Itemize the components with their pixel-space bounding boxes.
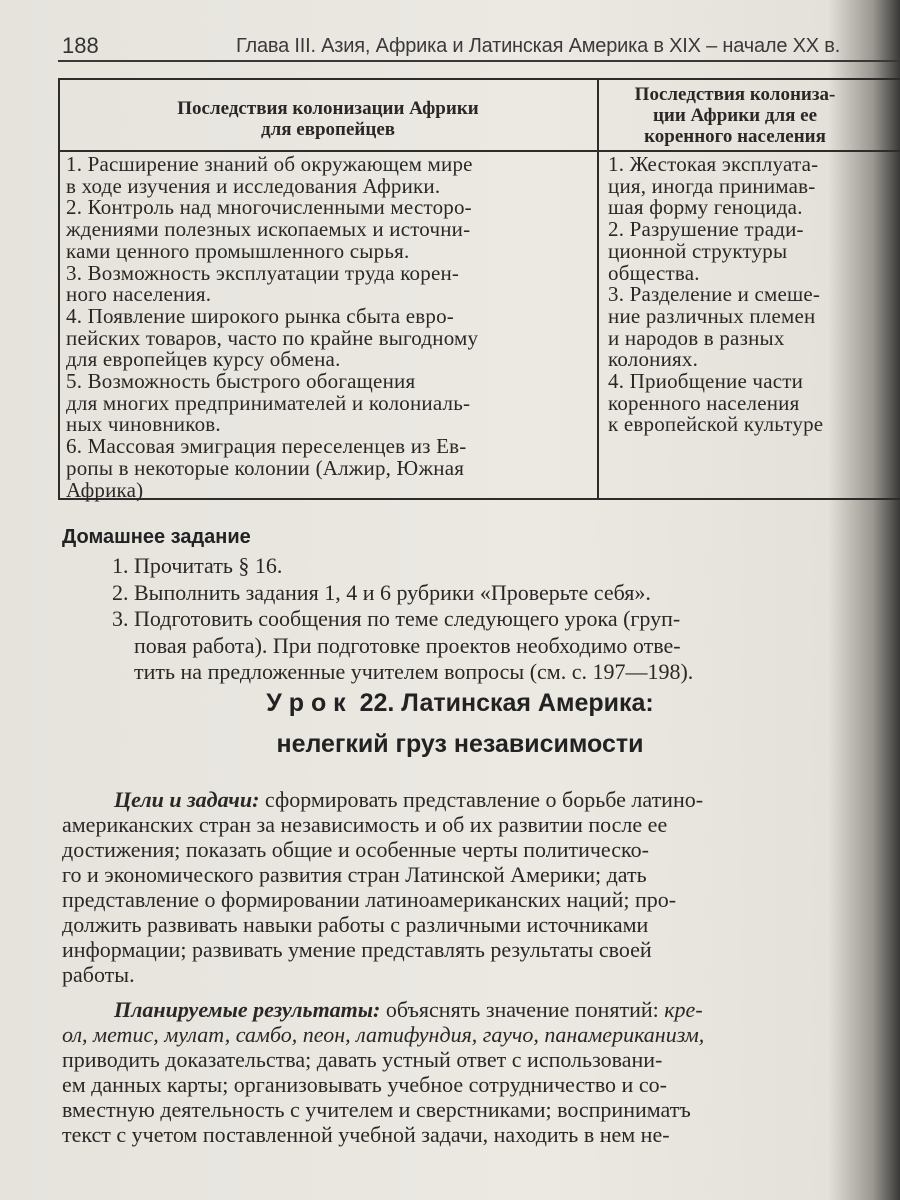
header-line: Последствия колонизации Африки xyxy=(177,98,479,119)
text-line: го и экономического развития стран Латинской Америки; дать xyxy=(62,862,647,887)
text-line: 3. Разделение и смеше- xyxy=(608,282,821,307)
page-number: 188 xyxy=(62,33,99,58)
text-line: работы. xyxy=(62,962,135,987)
text-line: ропы в некоторые колонии (Алжир, Южная xyxy=(66,455,465,480)
text-line: и народов в разных xyxy=(608,325,785,350)
goals-paragraph xyxy=(62,787,703,987)
text-line: в ходе изучения и исследования Африки. xyxy=(66,173,441,198)
text-line: Африка) xyxy=(66,477,144,502)
results-label: Планируемые результаты: xyxy=(114,997,381,1022)
text-line: ционной структуры xyxy=(608,238,788,263)
results-term: кре- xyxy=(664,997,703,1022)
text-line: достижения; показать общие и особенные черты политическо- xyxy=(62,837,649,862)
header-rule xyxy=(58,60,900,62)
text-line: ние различных племен xyxy=(608,303,816,328)
text-line: шая форму геноцида. xyxy=(608,195,803,220)
text-line: ем данных карты; организовывать учебное сотрудничество и со- xyxy=(62,1072,667,1097)
text-line: приводить доказательства; давать устный ответ с использовани- xyxy=(62,1047,663,1072)
text-line: для многих предпринимателей и колониаль- xyxy=(66,390,471,415)
table-column-divider xyxy=(597,78,599,500)
goals-label: Цели и задачи: xyxy=(114,787,260,812)
text-line: информации; развивать умение представлять результаты своей xyxy=(62,937,652,962)
header-line: коренного населения xyxy=(644,126,826,147)
text-line: колониях. xyxy=(608,347,699,372)
header-line: для европейцев xyxy=(260,119,396,140)
text-line: 1. Жестокая эксплуата- xyxy=(608,152,819,176)
text-line: 2. Разрушение тради- xyxy=(608,217,804,242)
text-line: 5. Возможность быстрого обогащения xyxy=(66,369,416,394)
text-line: представление о формировании латиноамериканских наций; про- xyxy=(62,887,677,912)
text-line: повая работа). При подготовке проектов необходимо отве- xyxy=(112,632,681,658)
table-header-europeans xyxy=(60,98,596,140)
text-line: ных чиновников. xyxy=(66,412,221,437)
text-line: коренного населения xyxy=(608,390,800,415)
text-line: 4. Приобщение части xyxy=(608,369,804,394)
text-line: 1. Расширение знаний об окружающем мире xyxy=(66,152,473,176)
text-line: ного населения. xyxy=(66,282,212,307)
table-cell-natives xyxy=(608,154,823,436)
text-line: 2. Контроль над многочисленными месторо- xyxy=(66,195,472,220)
goals-text: сформировать представление о борьбе латино- xyxy=(259,787,704,812)
text-line: 1. Прочитать § 16. xyxy=(112,553,283,578)
lesson-title-line1: У р о к 22. Латинская Америка: xyxy=(266,689,654,717)
text-line: ция, иногда принимав- xyxy=(608,173,816,198)
header-line: ции Африки для ее xyxy=(652,105,818,126)
text-line: для европейцев курсу обмена. xyxy=(66,347,341,372)
text-line: текст с учетом поставленной учебной задачи, находить в нем не- xyxy=(62,1122,670,1147)
text-line: общества. xyxy=(608,260,700,285)
homework-title: Домашнее задание xyxy=(62,526,251,548)
lesson-title-line2: нелегкий груз независимости xyxy=(276,730,644,758)
text-line: 2. Выполнить задания 1, 4 и 6 рубрики «Проверьте себя». xyxy=(112,579,651,605)
header-line: Последствия колониза- xyxy=(634,84,836,105)
results-paragraph xyxy=(62,997,704,1147)
text-line: пейских товаров, часто по крайне выгодному xyxy=(66,325,479,350)
results-text: объяснять значение понятий: xyxy=(380,997,665,1022)
text-line: 3. Подготовить сообщения по теме следующего урока (груп- xyxy=(112,606,681,631)
text-line: вместную деятельность с учителем и сверстниками; восприниматъ xyxy=(62,1097,691,1122)
results-terms: ол, метис, мулат, самбо, пеон, латифундия, гаучо, панамериканизм, xyxy=(62,1022,705,1047)
text-line: ками ценного промышленного сырья. xyxy=(66,238,410,263)
text-line: тить на предложенные учителем вопросы (см. с. 197—198). xyxy=(112,659,694,684)
text-line: должить развивать навыки работы с различными источниками xyxy=(62,912,649,937)
text-line: 4. Появление широкого рынка сбыта евро- xyxy=(66,303,455,328)
running-header: Глава III. Азия, Африка и Латинская Америка в XIX – начале XX в. xyxy=(236,35,841,57)
text-line: 6. Массовая эмиграция переселенцев из Ев- xyxy=(66,434,467,459)
homework-list xyxy=(112,553,693,686)
table-header-natives xyxy=(600,84,870,147)
text-line: ждениями полезных ископаемых и источни- xyxy=(66,217,471,242)
text-line: 3. Возможность эксплуатации труда корен- xyxy=(66,260,460,285)
text-line: американских стран за независимость и об их развитии после ее xyxy=(62,812,668,837)
text-line: к европейской культуре xyxy=(608,412,824,437)
table-cell-europeans xyxy=(66,154,478,501)
